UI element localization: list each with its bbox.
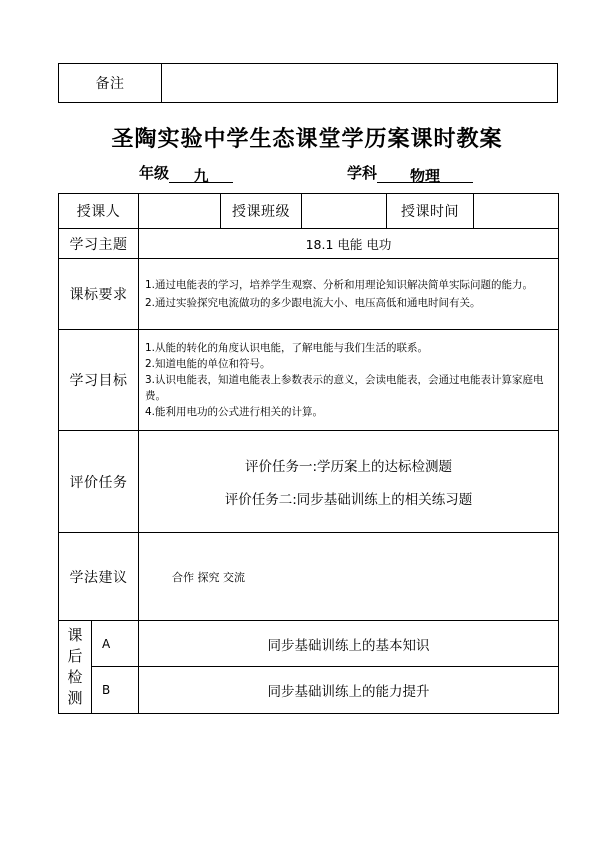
objectives-content — [139, 330, 559, 431]
level-b: B — [92, 667, 139, 714]
objectives-item: 2.知道电能的单位和符号。 — [145, 358, 271, 370]
lesson-plan-table — [58, 193, 559, 714]
class-label: 授课班级 — [221, 194, 302, 229]
remark-table — [58, 63, 558, 103]
standards-label: 课标要求 — [59, 259, 139, 330]
after-class-content-b: 同步基础训练上的能力提升 — [139, 667, 559, 714]
standards-item: 1.通过电能表的学习，培养学生观察、分析和用理论知识解决简单实际问题的能力。 — [145, 279, 534, 291]
standards-content — [139, 259, 559, 330]
remark-value[interactable] — [162, 64, 558, 103]
methods-label: 学法建议 — [59, 533, 139, 621]
evaluation-task: 评价任务一:学历案上的达标检测题 — [244, 459, 453, 475]
standards-row — [59, 259, 559, 330]
after-class-row-b — [59, 667, 559, 714]
topic-row — [59, 229, 559, 259]
evaluation-row — [59, 431, 559, 533]
subject-label: 学科 — [347, 164, 378, 182]
topic-value: 18.1 电能 电功 — [139, 229, 559, 259]
methods-row — [59, 533, 559, 621]
time-value[interactable] — [474, 194, 559, 229]
teacher-value[interactable] — [139, 194, 221, 229]
grade-line — [139, 162, 233, 183]
level-a: A — [92, 621, 139, 667]
evaluation-content — [139, 431, 559, 533]
after-class-label-char: 课 — [67, 626, 83, 644]
after-class-content-a: 同步基础训练上的基本知识 — [139, 621, 559, 667]
methods-value: 合作 探究 交流 — [139, 533, 559, 621]
objectives-item: 3.认识电能表，知道电能表上参数表示的意义，会读电能表，会通过电能表计算家庭电费。 — [145, 374, 544, 402]
page-title: 圣陶实验中学生态课堂学历案课时教案 — [111, 126, 503, 152]
topic-label: 学习主题 — [59, 229, 139, 259]
after-class-label — [59, 621, 92, 714]
teacher-row — [59, 194, 559, 229]
after-class-row-a — [59, 621, 559, 667]
subject-value: 物理 — [377, 165, 473, 183]
evaluation-label: 评价任务 — [59, 431, 139, 533]
time-label: 授课时间 — [387, 194, 474, 229]
after-class-label-char: 后 — [67, 647, 83, 665]
after-class-label-char: 测 — [67, 689, 83, 707]
objectives-row — [59, 330, 559, 431]
objectives-item: 1.从能的转化的角度认识电能，了解电能与我们生活的联系。 — [145, 342, 429, 354]
evaluation-task: 评价任务二:同步基础训练上的相关练习题 — [224, 492, 473, 508]
objectives-item: 4.能利用电功的公式进行相关的计算。 — [145, 406, 324, 418]
after-class-label-char: 检 — [67, 668, 83, 686]
grade-label: 年级 — [139, 164, 170, 182]
subject-line — [347, 162, 473, 183]
class-value[interactable] — [302, 194, 387, 229]
objectives-label: 学习目标 — [59, 330, 139, 431]
standards-item: 2.通过实验探究电流做功的多少跟电流大小、电压高低和通电时间有关。 — [145, 297, 481, 309]
remark-label: 备注 — [59, 64, 162, 103]
teacher-label: 授课人 — [59, 194, 139, 229]
grade-value: 九 — [169, 165, 233, 183]
